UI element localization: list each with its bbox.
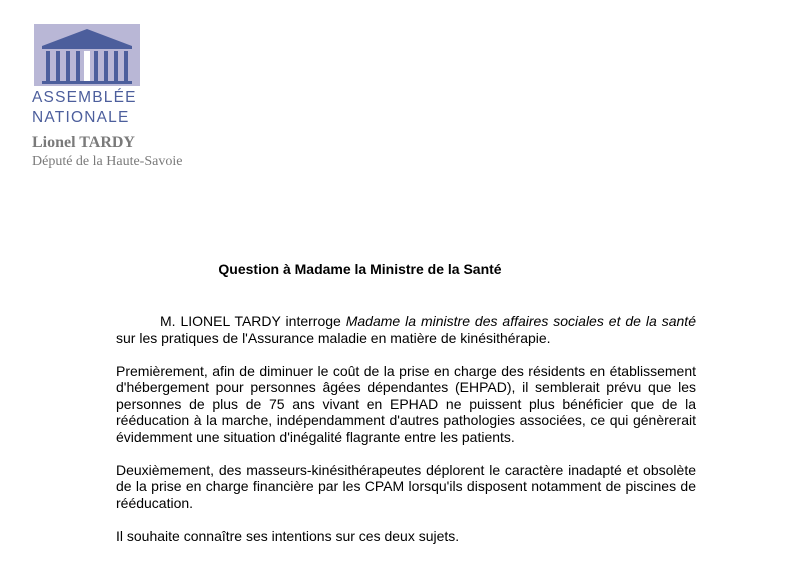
question-title: Question à Madame la Ministre de la Santé (218, 261, 502, 277)
intro-end: sur les pratiques de l'Assurance maladie en matière de kinésithérapie. (116, 329, 551, 346)
question-body (116, 313, 696, 561)
intro-paragraph (116, 313, 696, 346)
deputy-block (32, 134, 182, 171)
paragraph-first: Premièrement, afin de diminuer le coût de la prise en charge des résidents en établissement d'hébergement pour personnes âgées dépendantes (EHPAD), il semblerait prévu que les personnes de plus de 75 ans vivant en EPHAD ne puissent plus bénéficier que de la rééducation à la marche, indépendamment d'autres pathologies associées, ce qui génèrerait évidemment une situation d'inégalité flagrante entre les patients. (116, 362, 696, 445)
deputy-role: Député de la Haute-Savoie (32, 154, 183, 169)
paragraph-second: Deuxièmement, des masseurs-kinésithérapeutes déplorent le caractère inadapté et obsolète de la prise en charge financière par les CPAM lorsqu'ils disposent notamment de piscines de rééducation. (116, 461, 696, 511)
deputy-name: Lionel TARDY (32, 134, 135, 151)
paragraph-closing: Il souhaite connaître ses intentions sur ces deux sujets. (116, 527, 460, 544)
logo-line-2: NATIONALE (32, 109, 130, 126)
parliament-building-icon (34, 24, 140, 86)
intro-addressee: Madame la ministre des affaires sociales et de la santé (345, 313, 696, 329)
assemblee-nationale-logo (32, 24, 142, 126)
intro-start: M. LIONEL TARDY interroge (160, 313, 346, 329)
logo-line-1: ASSEMBLÉE (32, 89, 137, 106)
